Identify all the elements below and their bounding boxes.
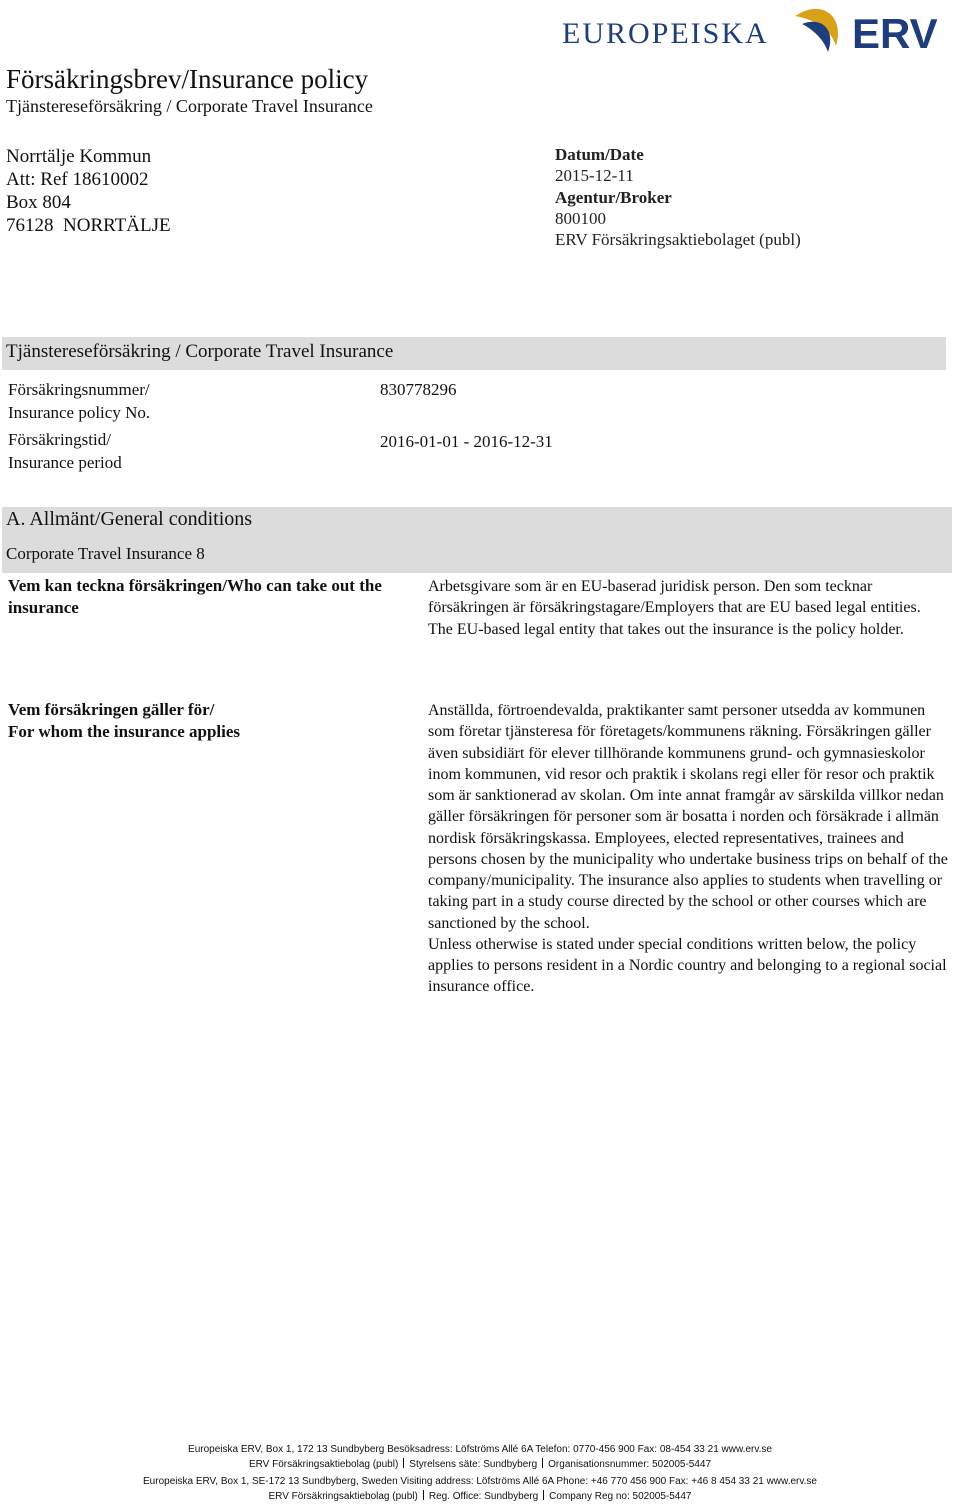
document-meta [555,144,801,250]
date-label: Datum/Date [555,145,644,164]
footer-sv-address: Europeiska ERV, Box 1, 172 13 Sundbyberg Besöksadress: Löfströms Allé 6A Telefon: 0770-456 900 Fax: 08-454 33 21 www.erv.se [188,1444,772,1455]
logo-europeiska-text: EUROPEISKA [562,17,769,50]
policy-period-label [8,428,122,474]
policy-section-title: Tjänstereseförsäkring / Corporate Travel Insurance [6,341,394,362]
policy-period-label-sv: Försäkringstid/ [8,430,111,449]
recipient-address [6,145,171,237]
address-line: Norrtälje Kommun [6,146,152,167]
product-name: Corporate Travel Insurance 8 [6,544,205,563]
for-whom-paragraph: Anställda, förtroendevalda, praktikanter samt personer utsedda av kommunen som företar tjänsteresa för företagets/kommunens räkning. Försäkringen gäller även subsidiärt för elever tillhörande kommunens grund- och gymnasieskolor inom kommunen, vid resor och praktik i skolans regi eller för resor och praktik som är sanktionerad av skolan. Om inte annat framgår av särskilda villkor nedan gäller försäkringen för personer som är bosatta i norden och försäkrade i allmän nordisk försäkringskassa. Employees, elected representatives, trainees and persons chosen by the municipality who undertake business trips on behalf of the company/municipality. The insurance also applies to students when travelling or taking part in a study course directed by the school or other courses which are sanctioned by the school. [428,702,948,932]
address-line: Box 804 [6,192,71,213]
footer-sv-company [0,1457,960,1472]
who-can-take-out-label: Vem kan teckna försäkringen/Who can take out the insurance [8,576,382,617]
address-line: 76128 NORRTÄLJE [6,215,171,236]
policy-number-label [8,378,150,424]
policy-number-label-en: Insurance policy No. [8,403,151,422]
date-value: 2015-12-11 [555,166,634,186]
footer-en-company [0,1489,960,1504]
address-line: Att: Ref 18610002 [6,169,149,190]
footer-org-number: Company Reg no: 502005-5447 [549,1491,692,1502]
footer-en-address: Europeiska ERV, Box 1, SE-172 13 Sundbyberg, Sweden Visiting address: Löfströms Allé 6A Phone: +46 770 456 900 Fax: +46 8 454 33 21 www.erv.se [143,1476,817,1487]
policy-period-value: 2016-01-01 - 2016-12-31 [380,432,553,451]
broker-code: 800100 [555,208,606,228]
footer-separator [423,1490,424,1500]
document-title: Försäkringsbrev/Insurance policy [6,64,369,94]
for-whom-label-sv: Vem försäkringen gäller för/ [8,700,215,719]
footer-separator [542,1458,543,1468]
document-subtitle: Tjänstereseförsäkring / Corporate Travel Insurance [6,96,373,116]
general-conditions-title: A. Allmänt/General conditions [6,508,253,530]
footer-separator [543,1490,544,1500]
footer-separator [403,1458,404,1468]
policy-number-value: 830778296 [380,380,457,399]
for-whom-label [8,699,408,743]
for-whom-paragraph: Unless otherwise is stated under special conditions written below, the policy applies to persons resident in a Nordic country and belonging to a regional social insurance office. [428,935,947,996]
footer-org-number: Organisationsnummer: 502005-5447 [548,1459,712,1470]
for-whom-label-en: For whom the insurance applies [8,722,241,741]
policy-period-label-en: Insurance period [8,453,122,472]
footer-swedish [0,1442,960,1472]
footer-company-name: ERV Försäkringsaktiebolag (publ) [248,1459,399,1470]
broker-label: Agentur/Broker [555,187,672,207]
broker-name: ERV Försäkringsaktiebolaget (publ) [555,230,801,250]
who-can-take-out-text: Arbetsgivare som är en EU-baserad juridisk person. Den som tecknar försäkringen är försäkringstagare/Employers that are EU based legal entities. The EU-based legal entity that takes out the insurance is the policy holder. [428,578,921,638]
europeiska-erv-logo [560,2,958,58]
footer-registered-office: Styrelsens säte: Sundbyberg [409,1459,538,1470]
footer-english [0,1474,960,1504]
logo-erv-text: ERV [852,10,938,57]
for-whom-text [428,700,950,998]
footer-registered-office: Reg. Office: Sundbyberg [428,1491,539,1502]
policy-number-label-sv: Försäkringsnummer/ [8,380,150,399]
footer-company-name: ERV Försäkringsaktiebolag (publ) [268,1491,418,1502]
